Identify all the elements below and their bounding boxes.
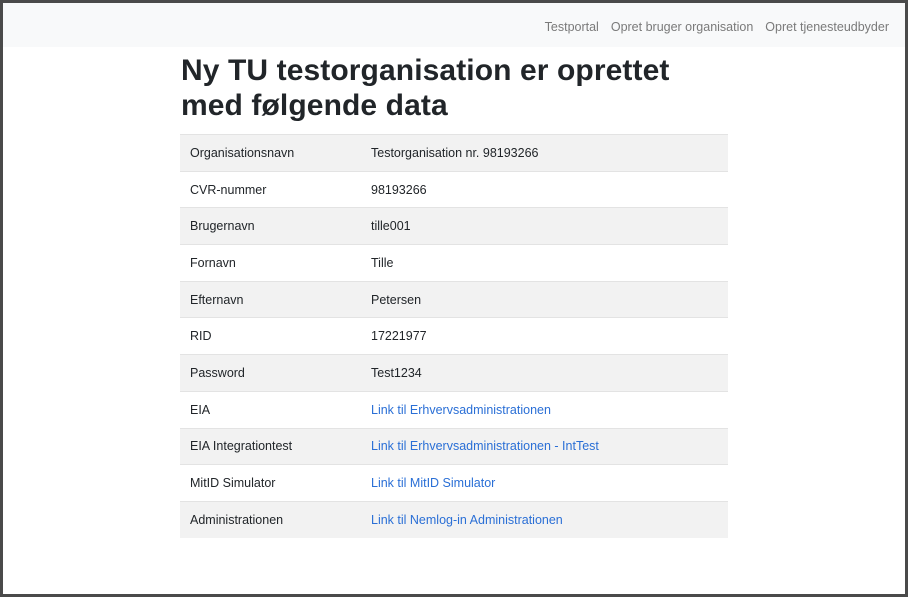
row-value: 98193266 [371, 182, 427, 197]
mitid-simulator-link[interactable]: Link til MitID Simulator [371, 476, 496, 491]
row-value [361, 501, 728, 538]
table-row-eia-integrationtest [180, 428, 728, 465]
nav-link-opret-tjenesteudbyder[interactable]: Opret tjenesteudbyder [765, 20, 889, 34]
row-value: Test1234 [371, 365, 422, 380]
nemlog-in-administration-link[interactable]: Link til Nemlog-in Administrationen [371, 512, 563, 527]
table-row-password [180, 355, 728, 392]
nav-links [533, 3, 889, 51]
page-title: Ny TU testorganisation er oprettet med følgende data [181, 54, 670, 122]
eia-link[interactable]: Link til Erhvervsadministrationen [371, 402, 551, 417]
row-value [361, 391, 728, 428]
table-row-eia [180, 391, 728, 428]
row-label: RID [190, 329, 212, 344]
row-label: Brugernavn [190, 219, 255, 234]
row-value: Petersen [371, 292, 422, 307]
nav-link-testportal[interactable]: Testportal [544, 20, 599, 34]
table-row-rid [180, 318, 728, 355]
row-value [361, 428, 728, 465]
eia-inttest-link[interactable]: Link til Erhvervsadministrationen - IntTest [371, 439, 599, 454]
table-row-administrationen [180, 501, 728, 538]
row-value: Testorganisation nr. 98193266 [371, 145, 539, 160]
table-row-organisationsnavn [180, 135, 728, 172]
row-label: EIA Integrationtest [190, 439, 293, 454]
table-row-cvr-nummer [180, 171, 728, 208]
organisation-data-table [180, 134, 728, 538]
row-label: Fornavn [190, 255, 236, 270]
table-row-brugernavn [180, 208, 728, 245]
table-row-mitid-simulator [180, 465, 728, 502]
top-navbar [3, 3, 905, 47]
row-label: Administrationen [190, 512, 284, 527]
main-content [180, 47, 728, 538]
table-row-efternavn [180, 281, 728, 318]
nav-link-opret-bruger-organisation[interactable]: Opret bruger organisation [610, 20, 754, 34]
row-label: MitID Simulator [190, 476, 276, 491]
row-value: Tille [371, 255, 394, 270]
row-value [361, 465, 728, 502]
row-value: tille001 [371, 219, 411, 234]
row-value: 17221977 [371, 329, 427, 344]
table-row-fornavn [180, 245, 728, 282]
row-label: Organisationsnavn [190, 145, 295, 160]
row-label: Efternavn [190, 292, 244, 307]
row-label: CVR-nummer [190, 182, 267, 197]
row-label: EIA [190, 402, 211, 417]
row-label: Password [190, 365, 245, 380]
